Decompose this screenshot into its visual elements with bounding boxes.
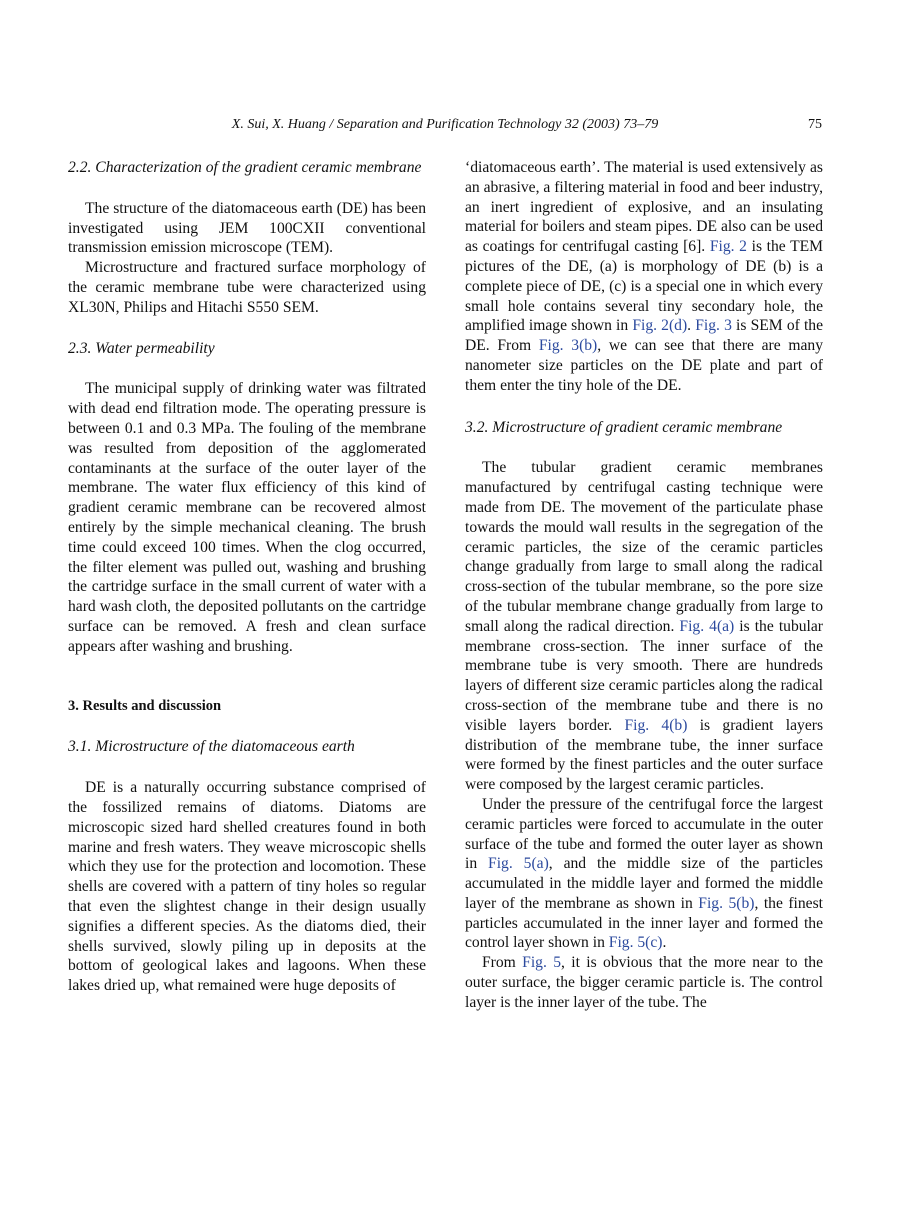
section-2-2-heading: 2.2. Characterization of the gradient ceramic membrane: [68, 159, 422, 176]
figure-reference-fig-5[interactable]: Fig. 5: [522, 954, 562, 972]
section-3-1-paragraph-1: DE is a naturally occurring substance comprised of the fossilized remains of diatoms. Diatoms are microscopic sized hard shelled creatures found in both marine and fresh waters. They weave microscopic shells which they use for the protection and locomotion. These shells are covered with a pattern of tiny holes so regular that even the slightest change in their design usually signifies a different species. As the diatoms died, their shells survived, slowly piling up in deposits at the bottom of geological lakes and lagoons. When these lakes dried up, what remained were huge deposits of: [68, 779, 426, 995]
text-run: From: [482, 954, 523, 972]
figure-reference-fig-5c[interactable]: Fig. 5(c): [608, 934, 663, 952]
section-3-1-heading: 3.1. Microstructure of the diatomaceous earth: [68, 738, 355, 756]
text-run: , and the middle size of the particles accumulated in the middle layer and formed the middle layer of the membrane as shown in: [465, 855, 824, 912]
figure-reference-fig-2[interactable]: Fig. 2: [709, 238, 747, 256]
right-column: [465, 158, 823, 1013]
section-2-2-paragraph-1: The structure of the diatomaceous earth (DE) has been investigated using JEM 100CXII conventional transmission emission microscope (TEM).: [68, 199, 426, 257]
running-header: [68, 117, 822, 137]
figure-reference-fig-4b[interactable]: Fig. 4(b): [624, 716, 688, 734]
figure-reference-fig-3b[interactable]: Fig. 3(b): [538, 337, 598, 355]
text-run: The tubular gradient ceramic membranes manufactured by centrifugal casting technique were made from DE. The movement of the particulate phase towards the mould wall results in the segregation of the ceramic particles, the size of the ceramic particles change gradually from large to small along the radical cross-section of the tubular membrane, so the pore size of the tubular membrane change gradually from large to small along the radical direction.: [465, 459, 823, 635]
text-run: .: [687, 317, 696, 335]
text-run: , we can see that there are many nanometer size particles on the DE plate and part of them enter the tiny hole of the DE.: [465, 337, 824, 394]
section-3-2-heading: 3.2. Microstructure of gradient ceramic membrane: [465, 418, 783, 436]
figure-reference-fig-2d[interactable]: Fig. 2(d): [632, 317, 688, 335]
section-3-1-paragraph-1-continued: [465, 158, 823, 396]
running-title: X. Sui, X. Huang / Separation and Purification Technology 32 (2003) 73–79: [231, 117, 659, 132]
text-run: is gradient layers distribution of the membrane tube, the inner surface were formed by the finest particles and the outer surface were composed by the largest ceramic particles.: [465, 716, 824, 794]
section-2-3-paragraph-1: The municipal supply of drinking water was filtrated with dead end filtration mode. The operating pressure is between 0.1 and 0.3 MPa. The fouling of the membrane was resulted from deposition of the agglomerated contaminants at the surface of the outer layer of the membrane. The water flux efficiency of this kind of gradient ceramic membrane can be recovered almost entirely by the simple mechanical cleaning. The brush time could exceed 100 times. When the clog occurred, the filter element was pulled out, washing and brushing the cartridge surface in the small current of water with a hard wash cloth, the deposited pollutants on the cartridge surface can be removed. A fresh and clean surface appears after washing and brushing.: [68, 380, 426, 655]
text-run: is the TEM pictures of the DE, (a) is morphology of DE (b) is a complete piece of DE, (c) is a special one in which every small hole contains several tiny secondary hole, the amplified image shown in: [465, 238, 823, 335]
text-run: Under the pressure of the centrifugal force the largest ceramic particles were forced to accumulate in the outer surface of the tube and formed the outer layer as shown in: [465, 795, 823, 873]
text-run: .: [662, 934, 667, 952]
page-number: 75: [808, 117, 822, 132]
section-3-2-paragraph-2: [465, 795, 823, 953]
left-column: [68, 158, 426, 996]
text-run: ‘diatomaceous earth’. The material is used extensively as an abrasive, a filtering material in food and beer industry, an inert ingredient of explosive, and an insulating material for boilers and steam pipes. DE also can be used as coatings for centrifugal casting [6].: [465, 159, 823, 256]
text-run: , it is obvious that the more near to the outer surface, the bigger ceramic particle is. The control layer is the inner layer of the tube. The: [465, 954, 824, 1011]
figure-reference-fig-5a[interactable]: Fig. 5(a): [488, 855, 549, 873]
figure-reference-fig-4a[interactable]: Fig. 4(a): [679, 617, 735, 635]
section-2-2-paragraph-2: Microstructure and fractured surface morphology of the ceramic membrane tube were characterized using XL30N, Philips and Hitachi S550 SEM.: [68, 259, 426, 316]
figure-reference-fig-3[interactable]: Fig. 3: [695, 317, 732, 335]
section-3-2-paragraph-3: [465, 953, 823, 1012]
text-run: , the finest particles accumulated in the inner layer and formed the control layer shown in: [465, 894, 824, 952]
figure-reference-fig-5b[interactable]: Fig. 5(b): [698, 894, 755, 912]
text-run: is the tubular membrane cross-section. The inner surface of the membrane tube is very smooth. There are hundreds layers of different size ceramic particles along the radical cross-section of the membrane tube and there is no visible layers border.: [465, 617, 823, 734]
section-3-heading: 3. Results and discussion: [68, 697, 222, 714]
section-2-3-heading: 2.3. Water permeability: [68, 339, 215, 357]
text-run: is SEM of the DE. From: [465, 317, 824, 355]
section-3-2-paragraph-1: [465, 458, 823, 795]
